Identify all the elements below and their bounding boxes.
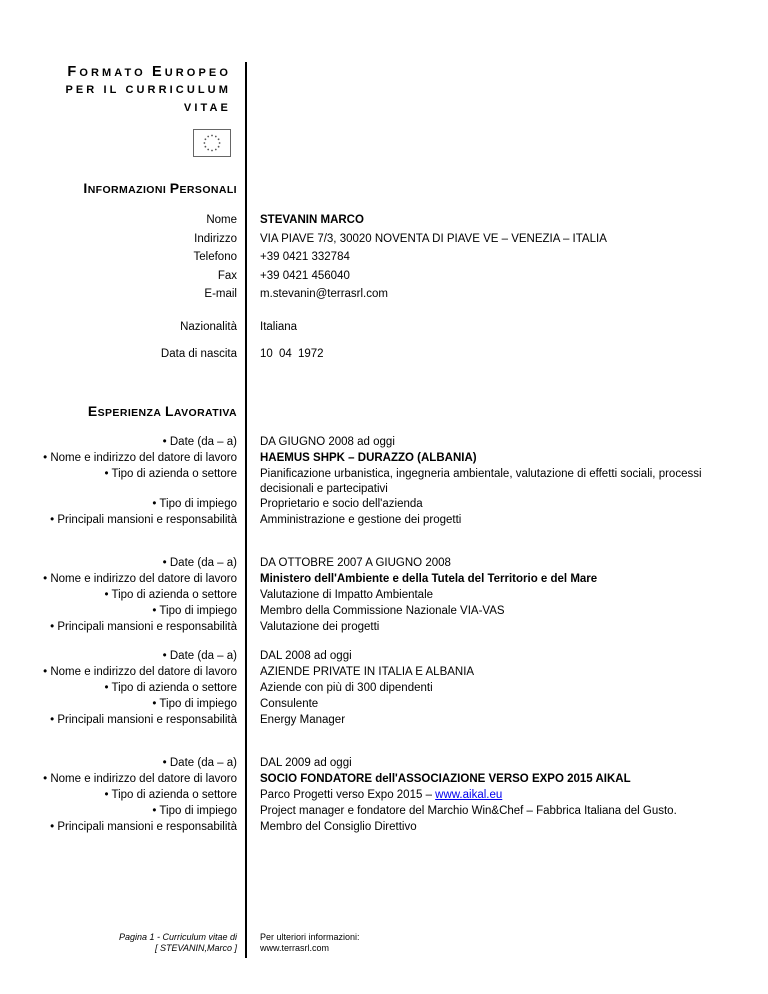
- footer-page-info: [119, 932, 237, 954]
- entry2-job: Membro della Commissione Nazionale VIA-VAS: [260, 605, 505, 617]
- footer-page-line1: Pagina 1 - Curriculum vitae di: [118, 932, 237, 942]
- cv-title-line-3: VITAE: [183, 102, 231, 114]
- entry4-sector-text: Parco Progetti verso Expo 2015 –: [260, 789, 436, 801]
- entry3-label-date: • Date (da – a): [162, 650, 237, 662]
- footer-contact-line1: Per ulteriori informazioni:: [260, 932, 360, 942]
- entry1-label-sector: • Tipo di azienda o settore: [104, 468, 237, 480]
- entry4-job: Project manager e fondatore del Marchio Win&Chef – Fabbrica Italiana del Gusto.: [260, 805, 677, 817]
- entry3-duties: Energy Manager: [260, 714, 346, 726]
- label-nome: Nome: [206, 214, 237, 226]
- entry4-sector: [260, 787, 502, 803]
- entry3-date: DAL 2008 ad oggi: [260, 650, 352, 662]
- entry2-label-date: • Date (da – a): [162, 557, 237, 569]
- entry1-label-date: • Date (da – a): [162, 436, 237, 448]
- entry4-employer: SOCIO FONDATORE dell'ASSOCIAZIONE VERSO EXPO 2015 AIKAL: [260, 773, 631, 785]
- entry1-employer: HAEMUS SHPK – DURAZZO (ALBANIA): [260, 452, 477, 464]
- entry4-label-date: • Date (da – a): [162, 757, 237, 769]
- entry1-label-job: • Tipo di impiego: [152, 498, 237, 510]
- entry2-label-sector: • Tipo di azienda o settore: [104, 589, 237, 601]
- entry4-date: DAL 2009 ad oggi: [260, 757, 352, 769]
- entry1-sector-line1: Pianificazione urbanistica, ingegneria ambientale, valutazione di effetti sociali, processi: [260, 468, 702, 480]
- value-nome: STEVANIN MARCO: [260, 214, 364, 226]
- entry2-employer: Ministero dell'Ambiente e della Tutela del Territorio e del Mare: [260, 573, 598, 585]
- entry2-duties: Valutazione dei progetti: [260, 621, 380, 633]
- section-title-personal: INFORMAZIONI PERSONALI: [83, 180, 237, 196]
- entry1-label-duties: • Principali mansioni e responsabilità: [50, 514, 237, 526]
- label-email: E-mail: [204, 288, 237, 300]
- entry3-job: Consulente: [260, 698, 319, 710]
- footer-contact-info: [260, 932, 360, 954]
- entry2-sector: Valutazione di Impatto Ambientale: [260, 589, 434, 601]
- cv-title-line-1: FORMATO EUROPEO: [67, 64, 231, 80]
- entry1-label-employer: • Nome e indirizzo del datore di lavoro: [43, 452, 237, 464]
- entry1-sector-line2: decisionali e partecipativi: [260, 483, 388, 495]
- entry4-label-job: • Tipo di impiego: [152, 805, 237, 817]
- entry3-label-employer: • Nome e indirizzo del datore di lavoro: [43, 666, 237, 678]
- entry2-label-duties: • Principali mansioni e responsabilità: [50, 621, 237, 633]
- entry3-label-sector: • Tipo di azienda o settore: [104, 682, 237, 694]
- label-indirizzo: Indirizzo: [194, 233, 237, 245]
- entry3-sector: Aziende con più di 300 dipendenti: [260, 682, 433, 694]
- entry1-date: DA GIUGNO 2008 ad oggi: [260, 436, 395, 448]
- value-nazionalita: Italiana: [260, 321, 298, 333]
- section-title-experience: ESPERIENZA LAVORATIVA: [87, 403, 237, 419]
- label-data-nascita: Data di nascita: [160, 348, 237, 360]
- entry4-label-duties: • Principali mansioni e responsabilità: [50, 821, 237, 833]
- entry2-date: DA OTTOBRE 2007 A GIUGNO 2008: [260, 557, 451, 569]
- entry3-employer: AZIENDE PRIVATE IN ITALIA E ALBANIA: [260, 666, 475, 678]
- eu-flag-icon: [193, 129, 231, 157]
- entry3-label-duties: • Principali mansioni e responsabilità: [50, 714, 237, 726]
- entry1-job: Proprietario e socio dell'azienda: [260, 498, 423, 510]
- label-fax: Fax: [217, 270, 237, 282]
- entry2-label-job: • Tipo di impiego: [152, 605, 237, 617]
- footer-website[interactable]: www.terrasrl.com: [260, 943, 330, 953]
- value-fax: +39 0421 456040: [260, 270, 350, 282]
- entry4-duties: Membro del Consiglio Direttivo: [260, 821, 417, 833]
- entry1-duties: Amministrazione e gestione dei progetti: [260, 514, 462, 526]
- entry4-label-employer: • Nome e indirizzo del datore di lavoro: [43, 773, 237, 785]
- value-telefono: +39 0421 332784: [260, 251, 350, 263]
- column-divider: [245, 62, 247, 958]
- value-data-nascita: 10 04 1972: [260, 348, 324, 360]
- footer-page-line2: [ STEVANIN,Marco ]: [154, 943, 237, 953]
- entry2-label-employer: • Nome e indirizzo del datore di lavoro: [43, 573, 237, 585]
- value-email: m.stevanin@terrasrl.com: [260, 288, 388, 300]
- entry4-label-sector: • Tipo di azienda o settore: [104, 789, 237, 801]
- label-telefono: Telefono: [193, 251, 237, 263]
- entry3-label-job: • Tipo di impiego: [152, 698, 237, 710]
- label-nazionalita: Nazionalità: [180, 321, 237, 333]
- value-indirizzo: VIA PIAVE 7/3, 30020 NOVENTA DI PIAVE VE – VENEZIA – ITALIA: [260, 233, 607, 245]
- cv-title-line-2: PER IL CURRICULUM: [65, 84, 231, 96]
- aikal-link[interactable]: www.aikal.eu: [435, 789, 503, 801]
